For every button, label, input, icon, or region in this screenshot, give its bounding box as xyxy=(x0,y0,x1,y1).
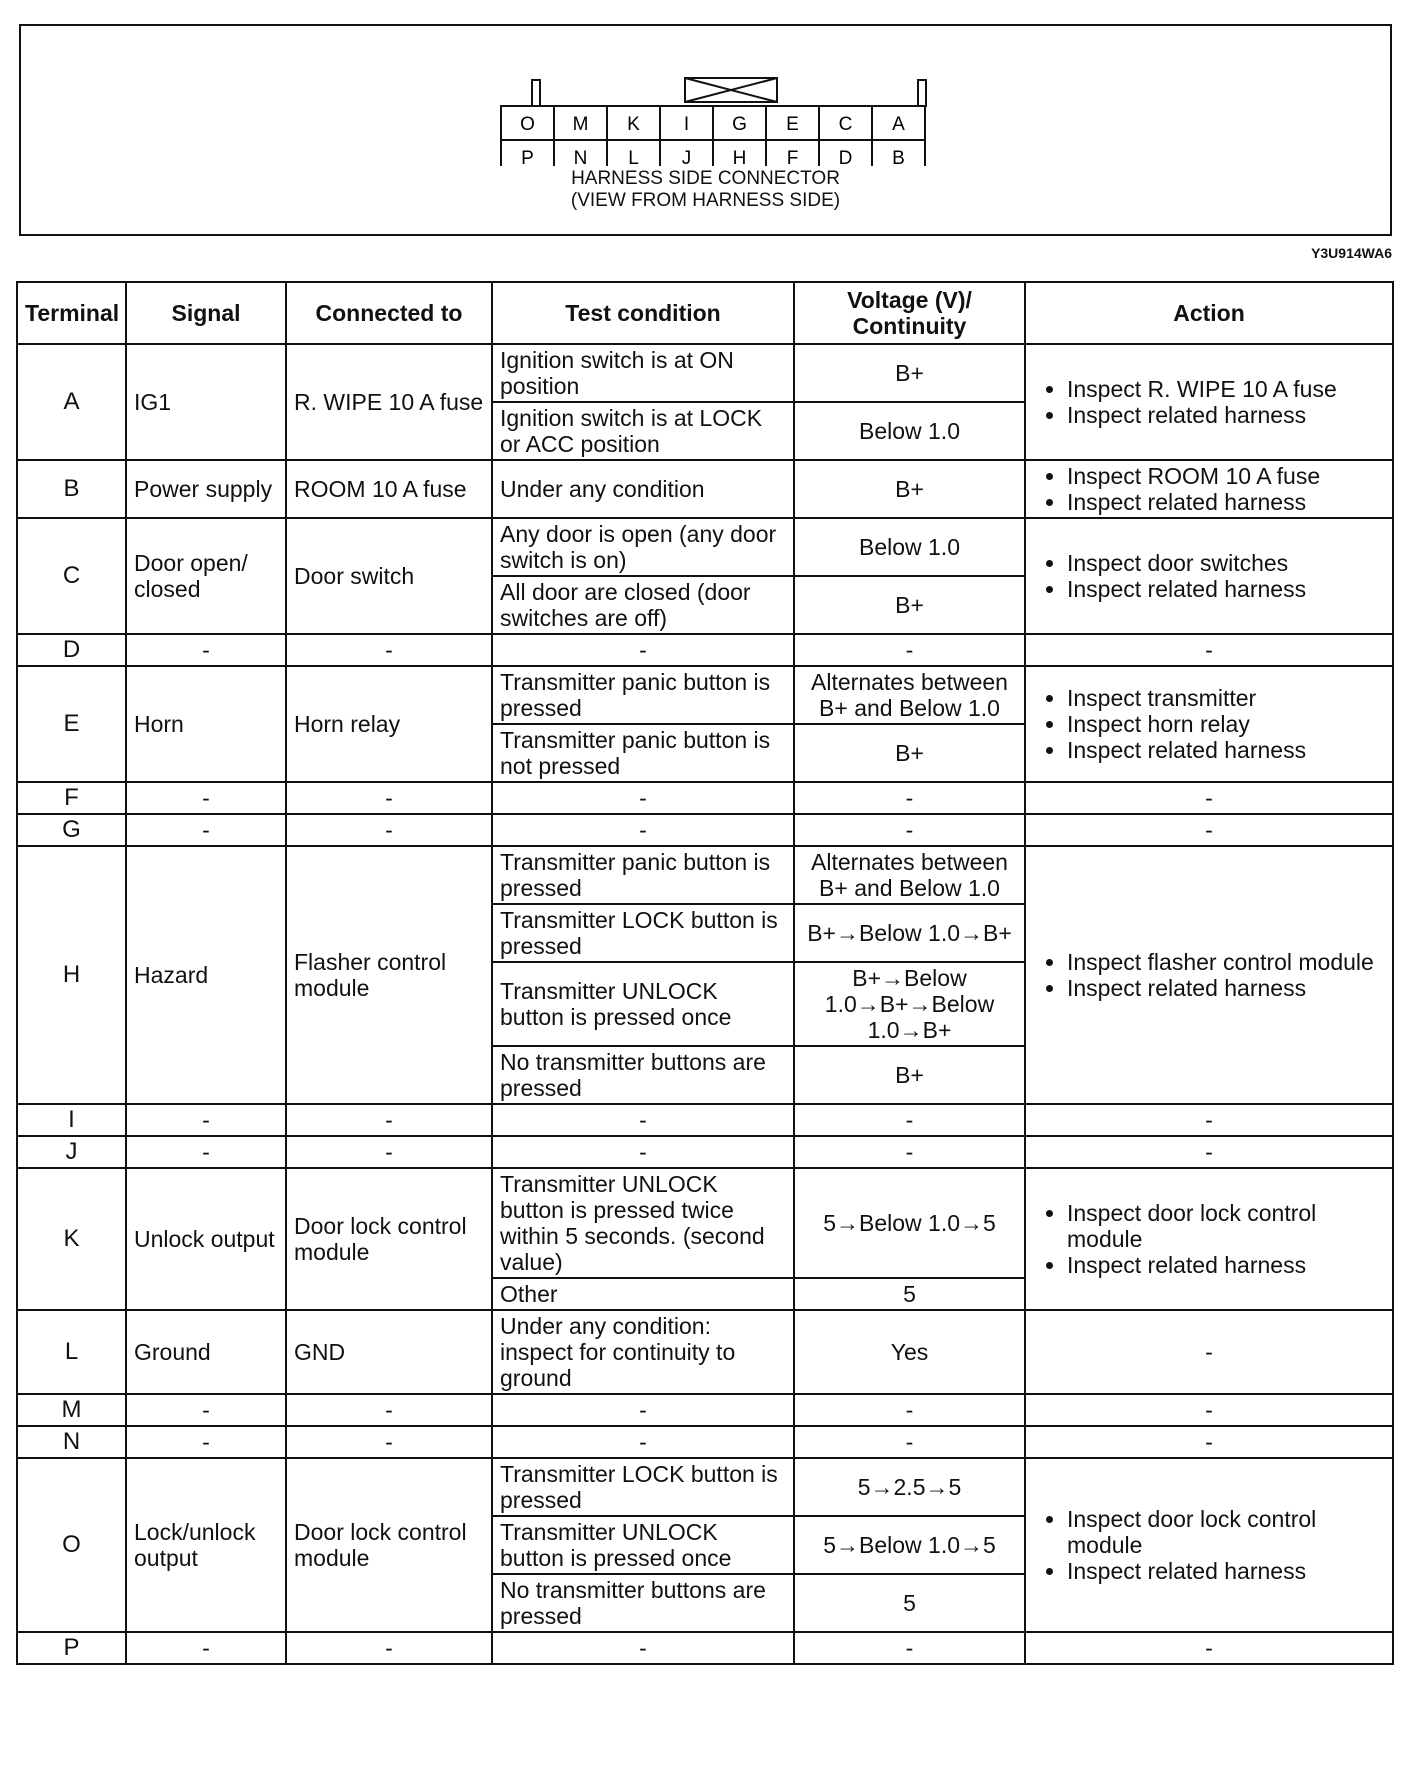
voltage-cell: B+ xyxy=(794,344,1025,402)
action-cell xyxy=(1025,666,1393,782)
table-row xyxy=(17,1426,1393,1458)
table-row xyxy=(17,782,1393,814)
test-condition-cell: All door are closed (door switches are off) xyxy=(492,576,794,634)
test-condition-cell: - xyxy=(492,1632,794,1664)
action-item: • Inspect related harness xyxy=(1067,737,1385,763)
voltage-cell: 5→2.5→5 xyxy=(794,1458,1025,1516)
figure-code: Y3U914WA6 xyxy=(1311,245,1392,261)
voltage-cell: 5→Below 1.0→5 xyxy=(794,1168,1025,1278)
test-condition-cell: No transmitter buttons are pressed xyxy=(492,1574,794,1632)
connector-caption xyxy=(21,168,1390,212)
table-row xyxy=(17,1168,1393,1278)
voltage-cell: - xyxy=(794,634,1025,666)
connector-pin-label: D xyxy=(838,148,853,166)
connected-to-cell: - xyxy=(286,814,492,846)
column-header: Signal xyxy=(126,282,286,344)
test-condition-cell: - xyxy=(492,814,794,846)
connector-pin-label: G xyxy=(732,114,747,135)
table-row xyxy=(17,1632,1393,1664)
signal-cell: - xyxy=(126,1394,286,1426)
table-row xyxy=(17,460,1393,518)
test-condition-cell: No transmitter buttons are pressed xyxy=(492,1046,794,1104)
action-item: • Inspect transmitter xyxy=(1067,685,1385,711)
connected-to-cell: Door switch xyxy=(286,518,492,634)
connector-pin-label: N xyxy=(573,148,588,166)
signal-cell: Horn xyxy=(126,666,286,782)
action-item: • Inspect related harness xyxy=(1067,975,1385,1001)
action-list xyxy=(1033,1200,1385,1278)
table-row xyxy=(17,1136,1393,1168)
action-cell xyxy=(1025,1168,1393,1310)
test-condition-cell: Ignition switch is at ON position xyxy=(492,344,794,402)
action-item: • Inspect horn relay xyxy=(1067,711,1385,737)
connected-to-cell: Door lock control module xyxy=(286,1458,492,1632)
terminal-table xyxy=(16,281,1394,1665)
table-row xyxy=(17,1458,1393,1516)
connector-pin-label: F xyxy=(786,148,799,166)
signal-cell: - xyxy=(126,1136,286,1168)
terminal-cell: M xyxy=(17,1394,126,1426)
terminal-cell: H xyxy=(17,846,126,1104)
test-condition-cell: Transmitter UNLOCK button is pressed once xyxy=(492,1516,794,1574)
table-row xyxy=(17,846,1393,904)
table-row xyxy=(17,344,1393,402)
table-row xyxy=(17,1104,1393,1136)
table-row xyxy=(17,518,1393,576)
action-cell: - xyxy=(1025,1394,1393,1426)
terminal-cell: P xyxy=(17,1632,126,1664)
voltage-cell: B+→Below 1.0→B+ xyxy=(794,904,1025,962)
connector-pin-label: H xyxy=(732,148,747,166)
action-cell xyxy=(1025,518,1393,634)
harness-connector-diagram xyxy=(499,54,949,166)
signal-cell: Lock/unlock output xyxy=(126,1458,286,1632)
connector-pin-label: J xyxy=(681,148,692,166)
signal-cell: - xyxy=(126,1104,286,1136)
test-condition-cell: Transmitter panic button is not pressed xyxy=(492,724,794,782)
column-header: Terminal xyxy=(17,282,126,344)
terminal-cell: K xyxy=(17,1168,126,1310)
terminal-cell: L xyxy=(17,1310,126,1394)
voltage-cell: 5 xyxy=(794,1574,1025,1632)
connector-pin-label: M xyxy=(572,114,589,135)
signal-cell: Power supply xyxy=(126,460,286,518)
connected-to-cell: - xyxy=(286,1104,492,1136)
signal-cell: Unlock output xyxy=(126,1168,286,1310)
voltage-cell: Below 1.0 xyxy=(794,402,1025,460)
action-list xyxy=(1033,949,1385,1001)
voltage-cell: - xyxy=(794,1104,1025,1136)
action-cell: - xyxy=(1025,1310,1393,1394)
terminal-cell: B xyxy=(17,460,126,518)
test-condition-cell: Transmitter panic button is pressed xyxy=(492,846,794,904)
voltage-cell: B+ xyxy=(794,460,1025,518)
action-cell xyxy=(1025,846,1393,1104)
test-condition-cell: Under any condition: inspect for continuity to ground xyxy=(492,1310,794,1394)
signal-cell: - xyxy=(126,634,286,666)
terminal-cell: C xyxy=(17,518,126,634)
connected-to-cell: - xyxy=(286,634,492,666)
test-condition-cell: Under any condition xyxy=(492,460,794,518)
action-cell xyxy=(1025,1458,1393,1632)
action-item: • Inspect R. WIPE 10 A fuse xyxy=(1067,376,1385,402)
action-item: • Inspect related harness xyxy=(1067,402,1385,428)
connected-to-cell: Door lock control module xyxy=(286,1168,492,1310)
terminal-cell: O xyxy=(17,1458,126,1632)
column-header: Action xyxy=(1025,282,1393,344)
terminal-cell: A xyxy=(17,344,126,460)
voltage-cell: - xyxy=(794,1632,1025,1664)
voltage-cell: - xyxy=(794,814,1025,846)
action-item: • Inspect related harness xyxy=(1067,1252,1385,1278)
table-row xyxy=(17,666,1393,724)
voltage-cell: Below 1.0 xyxy=(794,518,1025,576)
test-condition-cell: - xyxy=(492,782,794,814)
connector-pin-label: L xyxy=(628,148,639,166)
action-list xyxy=(1033,685,1385,763)
action-item: • Inspect door lock control module xyxy=(1067,1200,1385,1252)
action-cell: - xyxy=(1025,1632,1393,1664)
table-header-row xyxy=(17,282,1393,344)
column-header: Test condition xyxy=(492,282,794,344)
terminal-cell: F xyxy=(17,782,126,814)
connected-to-cell: - xyxy=(286,1136,492,1168)
connector-pin-label: I xyxy=(683,114,690,135)
table-row xyxy=(17,634,1393,666)
connected-to-cell: GND xyxy=(286,1310,492,1394)
action-cell: - xyxy=(1025,814,1393,846)
connector-pin-label: E xyxy=(786,114,799,135)
action-item: • Inspect related harness xyxy=(1067,1558,1385,1584)
action-item: • Inspect related harness xyxy=(1067,489,1385,515)
action-list xyxy=(1033,376,1385,428)
connector-pin-label: K xyxy=(627,114,640,135)
connected-to-cell: Horn relay xyxy=(286,666,492,782)
signal-cell: IG1 xyxy=(126,344,286,460)
voltage-cell: B+ xyxy=(794,576,1025,634)
column-header: Voltage (V)/ Continuity xyxy=(794,282,1025,344)
voltage-cell: 5→Below 1.0→5 xyxy=(794,1516,1025,1574)
test-condition-cell: - xyxy=(492,634,794,666)
table-row xyxy=(17,1310,1393,1394)
action-cell: - xyxy=(1025,782,1393,814)
column-header: Connected to xyxy=(286,282,492,344)
action-cell xyxy=(1025,460,1393,518)
terminal-cell: G xyxy=(17,814,126,846)
action-list xyxy=(1033,463,1385,515)
action-cell xyxy=(1025,344,1393,460)
test-condition-cell: Transmitter LOCK button is pressed xyxy=(492,904,794,962)
action-item: • Inspect flasher control module xyxy=(1067,949,1385,975)
action-list xyxy=(1033,550,1385,602)
signal-cell: Door open/ closed xyxy=(126,518,286,634)
test-condition-cell: Transmitter panic button is pressed xyxy=(492,666,794,724)
signal-cell: Hazard xyxy=(126,846,286,1104)
voltage-cell: - xyxy=(794,1136,1025,1168)
action-item: • Inspect ROOM 10 A fuse xyxy=(1067,463,1385,489)
test-condition-cell: Transmitter UNLOCK button is pressed once xyxy=(492,962,794,1046)
terminal-cell: D xyxy=(17,634,126,666)
voltage-cell: B+ xyxy=(794,724,1025,782)
voltage-cell: - xyxy=(794,1426,1025,1458)
test-condition-cell: Any door is open (any door switch is on) xyxy=(492,518,794,576)
connected-to-cell: - xyxy=(286,782,492,814)
connected-to-cell: ROOM 10 A fuse xyxy=(286,460,492,518)
connector-pin-label: C xyxy=(838,114,853,135)
connected-to-cell: - xyxy=(286,1394,492,1426)
terminal-cell: J xyxy=(17,1136,126,1168)
terminal-cell: E xyxy=(17,666,126,782)
action-item: • Inspect related harness xyxy=(1067,576,1385,602)
action-cell: - xyxy=(1025,634,1393,666)
action-cell: - xyxy=(1025,1136,1393,1168)
test-condition-cell: - xyxy=(492,1426,794,1458)
test-condition-cell: Other xyxy=(492,1278,794,1310)
table-row xyxy=(17,1394,1393,1426)
caption-line-2: (VIEW FROM HARNESS SIDE) xyxy=(570,190,841,211)
test-condition-cell: - xyxy=(492,1104,794,1136)
action-cell: - xyxy=(1025,1426,1393,1458)
signal-cell: - xyxy=(126,1426,286,1458)
test-condition-cell: Ignition switch is at LOCK or ACC position xyxy=(492,402,794,460)
connector-pin-label: A xyxy=(892,114,905,135)
voltage-cell: Alternates between B+ and Below 1.0 xyxy=(794,846,1025,904)
caption-line-1: HARNESS SIDE CONNECTOR xyxy=(571,168,840,189)
voltage-cell: Alternates between B+ and Below 1.0 xyxy=(794,666,1025,724)
signal-cell: Ground xyxy=(126,1310,286,1394)
test-condition-cell: - xyxy=(492,1394,794,1426)
table-row xyxy=(17,814,1393,846)
terminal-cell: N xyxy=(17,1426,126,1458)
connector-pin-label: P xyxy=(521,148,534,166)
test-condition-cell: - xyxy=(492,1136,794,1168)
signal-cell: - xyxy=(126,814,286,846)
test-condition-cell: Transmitter LOCK button is pressed xyxy=(492,1458,794,1516)
signal-cell: - xyxy=(126,1632,286,1664)
action-list xyxy=(1033,1506,1385,1584)
connected-to-cell: R. WIPE 10 A fuse xyxy=(286,344,492,460)
signal-cell: - xyxy=(126,782,286,814)
voltage-cell: 5 xyxy=(794,1278,1025,1310)
connector-figure xyxy=(19,24,1392,236)
voltage-cell: B+ xyxy=(794,1046,1025,1104)
connected-to-cell: - xyxy=(286,1632,492,1664)
action-item: • Inspect door switches xyxy=(1067,550,1385,576)
test-condition-cell: Transmitter UNLOCK button is pressed twice within 5 seconds. (second value) xyxy=(492,1168,794,1278)
action-cell: - xyxy=(1025,1104,1393,1136)
action-item: • Inspect door lock control module xyxy=(1067,1506,1385,1558)
voltage-cell: - xyxy=(794,1394,1025,1426)
terminal-cell: I xyxy=(17,1104,126,1136)
connected-to-cell: Flasher control module xyxy=(286,846,492,1104)
voltage-cell: B+→Below 1.0→B+→Below 1.0→B+ xyxy=(794,962,1025,1046)
voltage-cell: Yes xyxy=(794,1310,1025,1394)
voltage-cell: - xyxy=(794,782,1025,814)
connected-to-cell: - xyxy=(286,1426,492,1458)
connector-pin-label: O xyxy=(520,114,535,135)
connector-pin-label: B xyxy=(892,148,905,166)
